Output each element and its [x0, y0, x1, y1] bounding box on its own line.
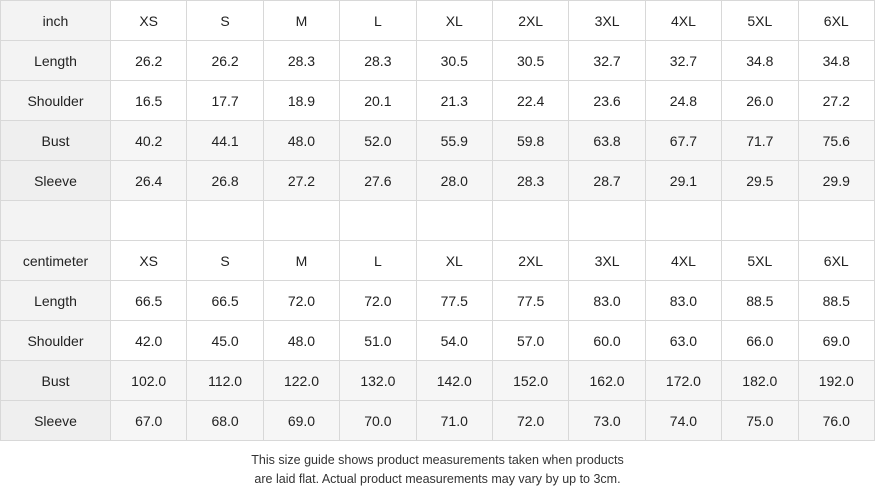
size-header-s: S: [187, 1, 263, 41]
cell: 71.7: [722, 121, 798, 161]
cell: 29.1: [645, 161, 721, 201]
size-header-2xl: 2XL: [492, 241, 568, 281]
cell: 45.0: [187, 321, 263, 361]
cell: 55.9: [416, 121, 492, 161]
table-row: [1, 361, 875, 401]
cell: 132.0: [340, 361, 416, 401]
size-header-6xl: 6XL: [798, 241, 874, 281]
size-header-xl: XL: [416, 1, 492, 41]
size-header-l: L: [340, 1, 416, 41]
table-row: [1, 81, 875, 121]
cell: 27.2: [798, 81, 874, 121]
cell: 17.7: [187, 81, 263, 121]
cell: 51.0: [340, 321, 416, 361]
spacer-cell: [798, 201, 874, 241]
cell: 73.0: [569, 401, 645, 441]
cell: 192.0: [798, 361, 874, 401]
cell: 26.2: [187, 41, 263, 81]
size-header-xs: XS: [111, 241, 187, 281]
row-label-shoulder: Shoulder: [1, 321, 111, 361]
cell: 72.0: [340, 281, 416, 321]
size-header-s: S: [187, 241, 263, 281]
cell: 29.5: [722, 161, 798, 201]
cell: 28.3: [340, 41, 416, 81]
cell: 20.1: [340, 81, 416, 121]
cell: 71.0: [416, 401, 492, 441]
cell: 30.5: [492, 41, 568, 81]
size-header-3xl: 3XL: [569, 1, 645, 41]
cell: 102.0: [111, 361, 187, 401]
cell: 28.0: [416, 161, 492, 201]
table-spacer-row: [1, 201, 875, 241]
cell: 52.0: [340, 121, 416, 161]
spacer-cell: [263, 201, 339, 241]
table-row: [1, 41, 875, 81]
cell: 172.0: [645, 361, 721, 401]
cell: 54.0: [416, 321, 492, 361]
note-line-2: are laid flat. Actual product measurements may vary by up to 3cm.: [254, 472, 621, 486]
cell: 122.0: [263, 361, 339, 401]
cell: 24.8: [645, 81, 721, 121]
cell: 69.0: [263, 401, 339, 441]
cell: 27.6: [340, 161, 416, 201]
spacer-cell: [1, 201, 111, 241]
row-label-sleeve: Sleeve: [1, 401, 111, 441]
size-header-2xl: 2XL: [492, 1, 568, 41]
cell: 42.0: [111, 321, 187, 361]
unit-label-inch: inch: [1, 1, 111, 41]
size-header-5xl: 5XL: [722, 241, 798, 281]
size-header-xl: XL: [416, 241, 492, 281]
size-header-l: L: [340, 241, 416, 281]
cell: 67.0: [111, 401, 187, 441]
table-row: [1, 321, 875, 361]
cell: 182.0: [722, 361, 798, 401]
table-row: [1, 121, 875, 161]
size-header-6xl: 6XL: [798, 1, 874, 41]
size-header-m: M: [263, 241, 339, 281]
cell: 77.5: [416, 281, 492, 321]
cell: 26.4: [111, 161, 187, 201]
spacer-cell: [492, 201, 568, 241]
cell: 26.2: [111, 41, 187, 81]
cell: 70.0: [340, 401, 416, 441]
cell: 74.0: [645, 401, 721, 441]
note-line-1: This size guide shows product measurements taken when products: [251, 453, 624, 467]
cell: 26.8: [187, 161, 263, 201]
cell: 162.0: [569, 361, 645, 401]
cell: 40.2: [111, 121, 187, 161]
cell: 29.9: [798, 161, 874, 201]
cell: 63.0: [645, 321, 721, 361]
cell: 28.3: [263, 41, 339, 81]
cell: 18.9: [263, 81, 339, 121]
cell: 30.5: [416, 41, 492, 81]
size-header-m: M: [263, 1, 339, 41]
cell: 76.0: [798, 401, 874, 441]
spacer-cell: [340, 201, 416, 241]
cell: 34.8: [722, 41, 798, 81]
spacer-cell: [722, 201, 798, 241]
spacer-cell: [416, 201, 492, 241]
cell: 59.8: [492, 121, 568, 161]
cell: 67.7: [645, 121, 721, 161]
size-header-4xl: 4XL: [645, 1, 721, 41]
cell: 34.8: [798, 41, 874, 81]
cell: 75.0: [722, 401, 798, 441]
row-label-bust: Bust: [1, 121, 111, 161]
cell: 28.3: [492, 161, 568, 201]
cell: 23.6: [569, 81, 645, 121]
spacer-cell: [111, 201, 187, 241]
cell: 32.7: [569, 41, 645, 81]
spacer-cell: [187, 201, 263, 241]
cell: 57.0: [492, 321, 568, 361]
row-label-length: Length: [1, 41, 111, 81]
cell: 60.0: [569, 321, 645, 361]
row-label-sleeve: Sleeve: [1, 161, 111, 201]
cell: 27.2: [263, 161, 339, 201]
size-header-3xl: 3XL: [569, 241, 645, 281]
cell: 66.5: [187, 281, 263, 321]
table-row: [1, 281, 875, 321]
spacer-cell: [645, 201, 721, 241]
size-header-xs: XS: [111, 1, 187, 41]
cell: 83.0: [645, 281, 721, 321]
cell: 32.7: [645, 41, 721, 81]
cell: 48.0: [263, 321, 339, 361]
cell: 21.3: [416, 81, 492, 121]
row-label-length: Length: [1, 281, 111, 321]
cell: 112.0: [187, 361, 263, 401]
cell: 16.5: [111, 81, 187, 121]
size-guide-note: [0, 441, 875, 489]
cell: 68.0: [187, 401, 263, 441]
row-label-bust: Bust: [1, 361, 111, 401]
cell: 88.5: [798, 281, 874, 321]
cell: 88.5: [722, 281, 798, 321]
cell: 77.5: [492, 281, 568, 321]
cell: 152.0: [492, 361, 568, 401]
cell: 28.7: [569, 161, 645, 201]
cell: 83.0: [569, 281, 645, 321]
cell: 66.5: [111, 281, 187, 321]
table-row: [1, 161, 875, 201]
cell: 69.0: [798, 321, 874, 361]
cell: 66.0: [722, 321, 798, 361]
table-header-row-cm: [1, 241, 875, 281]
cell: 44.1: [187, 121, 263, 161]
row-label-shoulder: Shoulder: [1, 81, 111, 121]
cell: 26.0: [722, 81, 798, 121]
cell: 22.4: [492, 81, 568, 121]
unit-label-centimeter: centimeter: [1, 241, 111, 281]
spacer-cell: [569, 201, 645, 241]
table-row: [1, 401, 875, 441]
size-header-4xl: 4XL: [645, 241, 721, 281]
cell: 63.8: [569, 121, 645, 161]
cell: 72.0: [492, 401, 568, 441]
cell: 48.0: [263, 121, 339, 161]
table-header-row: [1, 1, 875, 41]
cell: 72.0: [263, 281, 339, 321]
cell: 75.6: [798, 121, 874, 161]
cell: 142.0: [416, 361, 492, 401]
size-header-5xl: 5XL: [722, 1, 798, 41]
